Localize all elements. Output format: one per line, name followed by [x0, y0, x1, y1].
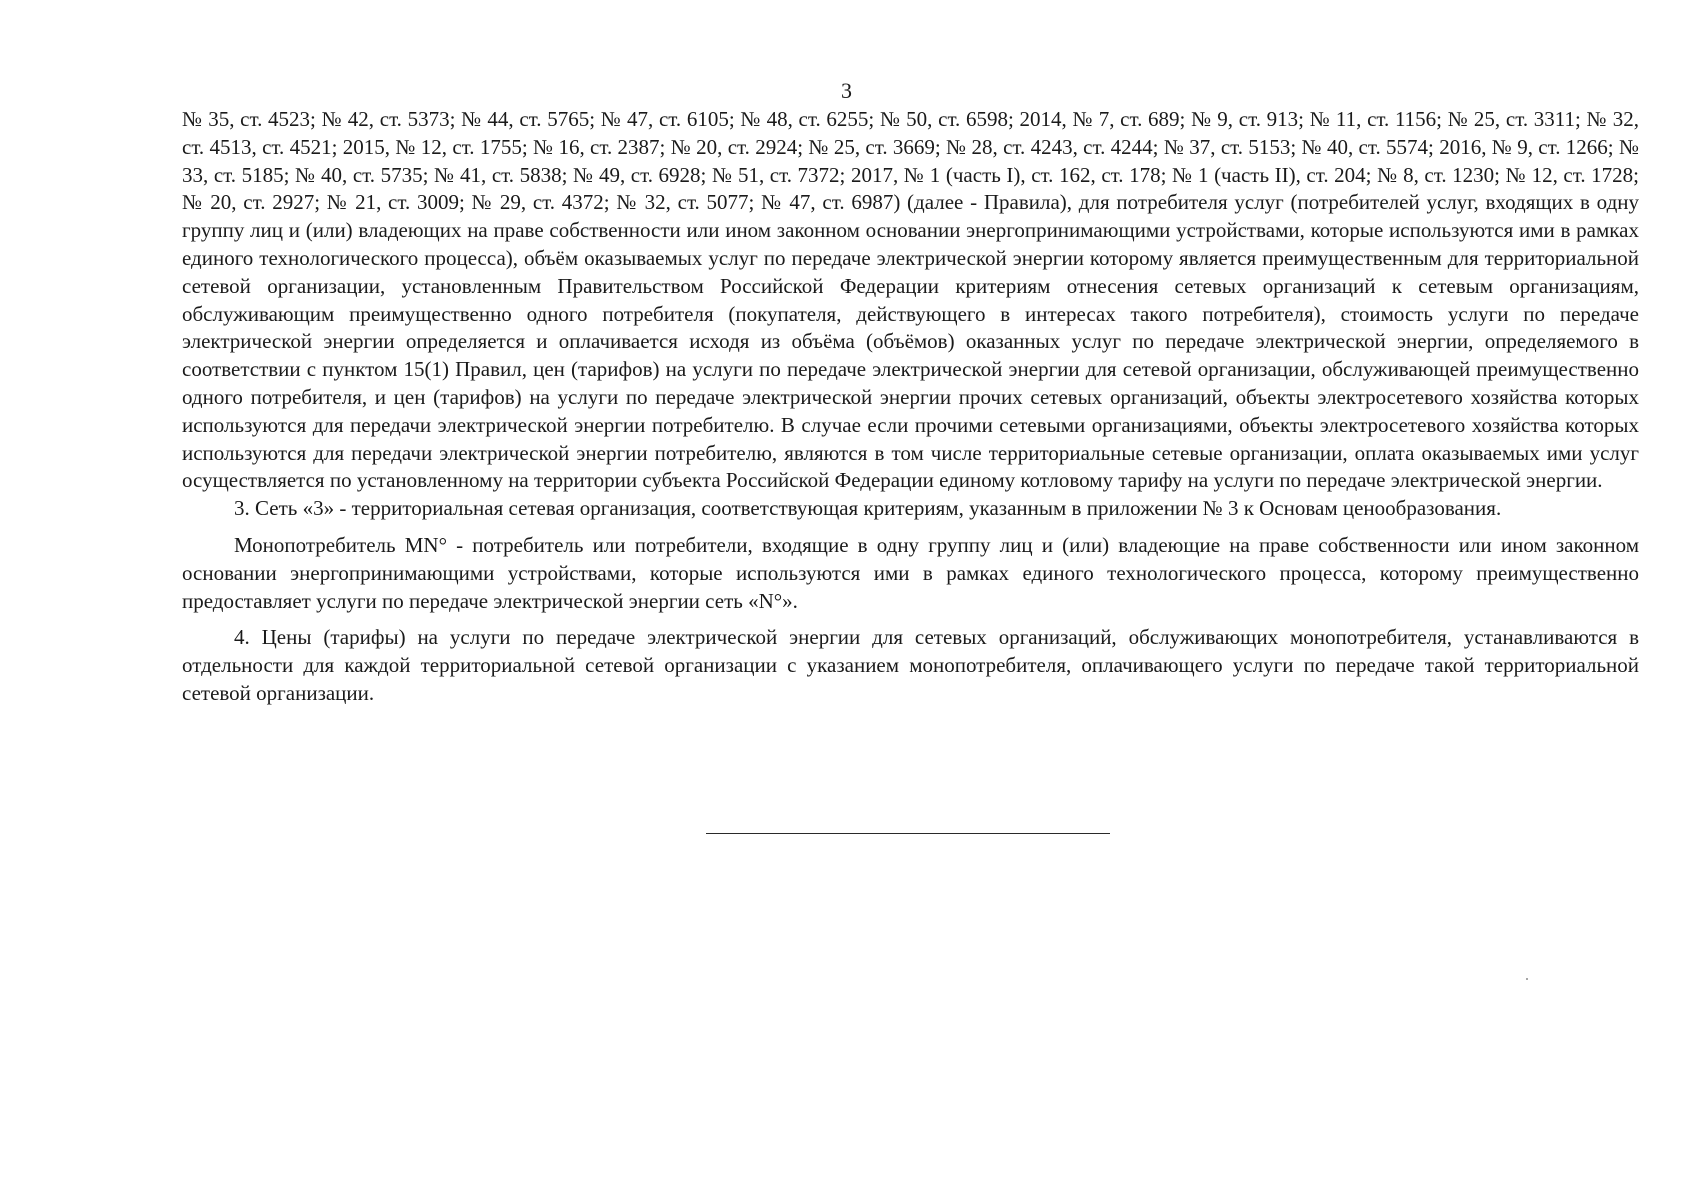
- paragraph-item-3: 3. Сеть «3» - территориальная сетевая организация, соответствующая критериям, указанным в приложении № 3 к Основам ценообразования.: [234, 496, 1502, 521]
- paragraph-monoconsumer-definition: Монопотребитель MN° - потребитель или потребители, входящие в одну группу лиц и (или) владеющие на праве собственности или ином законном основании энергопринимающими устройствами, которые используются ими в рамках единого технологического процесса, которому преимущественно предоставляет услуги по передаче электрической энергии сеть «N°».: [182, 532, 1639, 613]
- scan-speck: [1526, 978, 1528, 980]
- document-body: [182, 106, 1639, 708]
- paragraph-item-4: 4. Цены (тарифы) на услуги по передаче электрической энергии для сетевых организаций, обслуживающих монопотребителя, устанавливаются в отдельности для каждой территориальной сетевой организации с указанием монопотребителя, оплачивающего услуги по передаче такой территориальной сетевой организации.: [182, 625, 1639, 705]
- paragraph-legal-references: № 35, ст. 4523; № 42, ст. 5373; № 44, ст. 5765; № 47, ст. 6105; № 48, ст. 6255; № 50, ст. 6598; 2014, № 7, ст. 689; № 9, ст. 913; № 11, ст. 1156; № 25, ст. 3311; № 32, ст. 4513, ст. 4521; 2015, № 12, ст. 1755; № 16, ст. 2387; № 20, ст. 2924; № 25, ст. 3669; № 28, ст. 4243, ст. 4244; № 37, ст. 5153; № 40, ст. 5574; 2016, № 9, ст. 1266; № 33, ст. 5185; № 40, ст. 5735; № 41, ст. 5838; № 49, ст. 6928; № 51, ст. 7372; 2017, № 1 (часть I), ст. 162, ст. 178; № 1 (часть II), ст. 204; № 8, ст. 1230; № 12, ст. 1728; № 20, ст. 2927; № 21, ст. 3009; № 29, ст. 4372; № 32, ст. 5077; № 47, ст. 6987) (далее - Правила), для потребителя услуг (потребителей услуг, входящих в одну группу лиц и (или) владеющих на праве собственности или ином законном основании энергопринимающими устройствами, которые используются ими в рамках единого технологического процесса), объём оказываемых услуг по передаче электрической энергии которому является преимущественным для территориальной сетевой организации, установленным Правительством Российской Федерации критериям отнесения сетевых организаций к сетевым организациям, обслуживающим преимущественно одного потребителя (покупателя, действующего в интересах такого потребителя), стоимость услуги по передаче электрической энергии определяется и оплачивается исходя из объёма (объёмов) оказанных услуг по передаче электрической энергии, определяемого в соответствии с пунктом 15(1) Правил, цен (тарифов) на услуги по передаче электрической энергии для сетевой организации, обслуживающей преимущественно одного потребителя, и цен (тарифов) на услуги по передаче электрической энергии прочих сетевых организаций, объекты электросетевого хозяйства которых используются для передачи электрической энергии потребителю. В случае если прочими сетевыми организациями, объекты электросетевого хозяйства которых используются для передачи электрической энергии потребителю, являются в том числе территориальные сетевые организации, оплата оказываемых ими услуг осуществляется по установленному на территории субъекта Российской Федерации единому котловому тарифу на услуги по передаче электрической энергии.: [182, 107, 1639, 493]
- end-of-text-rule: [706, 833, 1110, 834]
- page-number: 3: [841, 78, 852, 103]
